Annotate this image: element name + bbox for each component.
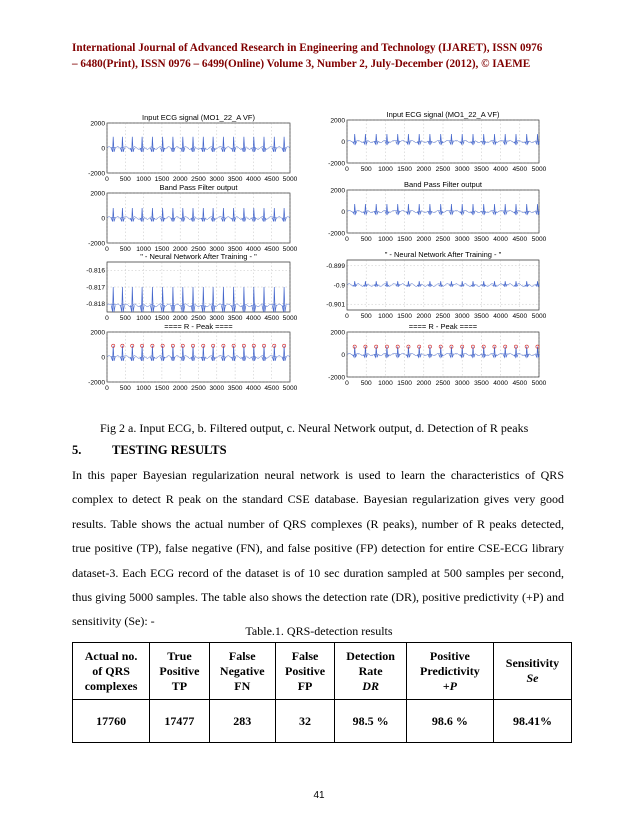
x-tick-label: 3500 (227, 246, 243, 253)
y-tick-label: -0.818 (86, 301, 105, 309)
x-tick-label: 4000 (246, 385, 261, 392)
header-dr: Detection Rate DR (335, 643, 407, 700)
qrs-complex (150, 208, 154, 222)
qrs-complex (211, 346, 215, 361)
x-tick-label: 1500 (154, 246, 170, 253)
qrs-complex (396, 281, 400, 286)
qrs-complex (449, 281, 453, 286)
qrs-complex (201, 208, 205, 222)
y-tick-label: -2000 (88, 379, 105, 387)
x-tick-label: 4000 (493, 166, 508, 173)
qrs-complex (272, 287, 276, 312)
cell-fn: 283 (209, 700, 275, 743)
qrs-complex (111, 287, 115, 312)
qrs-complex (191, 346, 195, 361)
y-tick-label: 2000 (90, 190, 105, 198)
qrs-complex (282, 137, 286, 152)
y-tick-label: -2000 (328, 230, 345, 238)
chart-l2 (88, 183, 298, 253)
table-header-row (73, 643, 572, 700)
qrs-complex (262, 346, 266, 361)
y-tick-label: -2000 (328, 374, 345, 382)
x-tick-label: 3000 (209, 385, 225, 392)
qrs-complex (449, 134, 453, 144)
x-tick-label: 0 (105, 315, 109, 322)
qrs-complex (201, 137, 205, 152)
y-tick-label: -2000 (88, 170, 105, 178)
chart-title: Input ECG signal (MO1_22_A VF) (142, 113, 255, 122)
x-tick-label: 1500 (397, 166, 412, 173)
chart-title: Band Pass Filter output (404, 180, 482, 189)
x-tick-label: 3500 (474, 166, 489, 173)
qrs-results-table (72, 642, 572, 743)
qrs-complex (272, 346, 276, 361)
qrs-complex (374, 281, 378, 286)
chart-r2 (328, 180, 547, 243)
x-tick-label: 500 (119, 176, 131, 183)
qrs-complex (406, 281, 410, 286)
x-tick-label: 500 (360, 166, 372, 173)
x-tick-label: 1500 (397, 380, 412, 387)
qrs-complex (272, 208, 276, 222)
section-number: 5. (72, 443, 82, 457)
header-pp: Positive Predictivity +P (406, 643, 493, 700)
qrs-complex (514, 134, 518, 144)
section-title: TESTING RESULTS (112, 443, 227, 457)
header-se: Sensitivity Se (493, 643, 571, 700)
chart-title: ==== R - Peak ==== (164, 322, 233, 331)
qrs-complex (406, 134, 410, 144)
x-tick-label: 1500 (397, 313, 412, 320)
x-tick-label: 3000 (454, 313, 470, 320)
qrs-complex (120, 346, 124, 361)
qrs-complex (406, 204, 410, 214)
x-tick-label: 500 (360, 236, 372, 243)
y-tick-label: 2000 (330, 329, 345, 337)
x-tick-label: 5000 (282, 176, 298, 183)
x-tick-label: 4500 (512, 166, 528, 173)
qrs-complex (262, 287, 266, 312)
table-row (73, 700, 572, 743)
y-tick-label: 0 (101, 354, 105, 362)
qrs-complex (221, 137, 225, 152)
qrs-complex (439, 204, 443, 214)
qrs-complex (482, 204, 486, 214)
x-tick-label: 500 (119, 385, 131, 392)
x-tick-label: 2500 (191, 385, 206, 392)
qrs-complex (221, 208, 225, 222)
qrs-complex (514, 204, 518, 214)
y-tick-label: -0.899 (326, 263, 345, 271)
x-tick-label: 2500 (435, 380, 451, 387)
x-tick-label: 4500 (264, 315, 280, 322)
x-tick-label: 3500 (474, 236, 489, 243)
x-tick-label: 4000 (246, 315, 261, 322)
qrs-complex (493, 204, 497, 214)
chart-title: " - Neural Network After Training - " (384, 250, 502, 259)
x-tick-label: 5000 (531, 380, 547, 387)
qrs-complex (503, 281, 507, 286)
x-tick-label: 3500 (474, 313, 489, 320)
x-tick-label: 0 (345, 380, 349, 387)
x-tick-label: 3500 (227, 176, 243, 183)
qrs-complex (120, 208, 124, 222)
cell-actual: 17760 (73, 700, 150, 743)
qrs-complex (161, 346, 165, 361)
qrs-complex (353, 204, 357, 214)
qrs-complex (191, 208, 195, 222)
qrs-complex (525, 134, 529, 144)
qrs-complex (396, 134, 400, 144)
qrs-complex (181, 346, 185, 361)
qrs-complex (417, 204, 421, 214)
y-tick-label: 2000 (330, 117, 345, 125)
x-tick-label: 3000 (209, 176, 225, 183)
x-tick-label: 4500 (264, 385, 280, 392)
qrs-complex (171, 137, 175, 152)
x-tick-label: 0 (105, 176, 109, 183)
x-tick-label: 3000 (209, 246, 225, 253)
qrs-complex (242, 208, 246, 222)
x-tick-label: 2000 (172, 315, 188, 322)
qrs-complex (439, 134, 443, 144)
qrs-complex (130, 287, 134, 312)
journal-header-line-2: – 6480(Print), ISSN 0976 – 6499(Online) Volume 3, Number 2, July-December (2012), © IAEME (72, 58, 531, 70)
cell-fp: 32 (275, 700, 335, 743)
qrs-complex (171, 346, 175, 361)
qrs-complex (181, 137, 185, 152)
qrs-complex (161, 287, 165, 312)
qrs-complex (221, 287, 225, 312)
qrs-complex (201, 287, 205, 312)
qrs-complex (374, 204, 378, 214)
qrs-complex (130, 346, 134, 361)
x-tick-label: 1000 (378, 166, 393, 173)
x-tick-label: 4000 (246, 176, 261, 183)
x-tick-label: 3000 (209, 315, 225, 322)
qrs-complex (211, 287, 215, 312)
x-tick-label: 2000 (172, 385, 188, 392)
x-tick-label: 4000 (246, 246, 261, 253)
qrs-complex (417, 134, 421, 144)
qrs-complex (471, 281, 475, 286)
x-tick-label: 4500 (512, 313, 528, 320)
qrs-complex (385, 134, 389, 144)
x-tick-label: 2000 (172, 246, 188, 253)
table-caption: Table.1. QRS-detection results (245, 624, 393, 638)
y-tick-label: 0 (341, 138, 345, 146)
qrs-complex (161, 208, 165, 222)
qrs-complex (191, 137, 195, 152)
y-tick-label: -0.816 (86, 267, 105, 275)
qrs-complex (252, 208, 256, 222)
cell-tp: 17477 (150, 700, 210, 743)
qrs-complex (482, 134, 486, 144)
x-tick-label: 3500 (227, 315, 243, 322)
x-tick-label: 4000 (493, 380, 508, 387)
qrs-complex (272, 137, 276, 152)
x-tick-label: 4500 (512, 236, 528, 243)
x-tick-label: 2500 (435, 236, 451, 243)
qrs-complex (171, 287, 175, 312)
qrs-complex (252, 287, 256, 312)
y-tick-label: -0.9 (333, 282, 345, 290)
qrs-complex (111, 346, 115, 361)
qrs-complex (363, 134, 367, 144)
x-tick-label: 4000 (493, 313, 508, 320)
qrs-complex (449, 204, 453, 214)
x-tick-label: 1000 (378, 313, 393, 320)
x-tick-label: 5000 (282, 315, 298, 322)
qrs-complex (503, 204, 507, 214)
x-tick-label: 4000 (493, 236, 508, 243)
section-heading (72, 443, 227, 458)
x-tick-label: 5000 (531, 313, 547, 320)
qrs-complex (111, 137, 115, 152)
x-tick-label: 2500 (191, 315, 206, 322)
x-tick-label: 2000 (416, 166, 432, 173)
qrs-complex (374, 134, 378, 144)
y-tick-label: 2000 (90, 329, 105, 337)
chart-title: Band Pass Filter output (159, 183, 238, 192)
y-tick-label: -0.817 (86, 284, 105, 292)
header-fp: False Positive FP (275, 643, 335, 700)
x-tick-label: 1000 (136, 246, 151, 253)
qrs-complex (191, 287, 195, 312)
qrs-complex (221, 346, 225, 361)
qrs-complex (161, 137, 165, 152)
x-tick-label: 2500 (191, 176, 206, 183)
x-tick-label: 5000 (282, 385, 298, 392)
header-fn: False Negative FN (209, 643, 275, 700)
qrs-complex (282, 287, 286, 312)
x-tick-label: 4500 (264, 176, 280, 183)
x-tick-label: 500 (119, 246, 131, 253)
qrs-complex (417, 281, 421, 286)
x-tick-label: 500 (119, 315, 131, 322)
x-tick-label: 3500 (227, 385, 243, 392)
qrs-complex (363, 204, 367, 214)
x-tick-label: 2000 (172, 176, 188, 183)
x-tick-label: 2000 (416, 313, 432, 320)
x-tick-label: 0 (345, 313, 349, 320)
qrs-complex (525, 204, 529, 214)
qrs-complex (111, 208, 115, 222)
qrs-complex (211, 137, 215, 152)
qrs-complex (242, 287, 246, 312)
qrs-complex (471, 134, 475, 144)
chart-title: Input ECG signal (MO1_22_A VF) (386, 110, 500, 119)
x-tick-label: 1000 (378, 236, 393, 243)
x-tick-label: 5000 (531, 166, 547, 173)
y-tick-label: 2000 (330, 187, 345, 195)
x-tick-label: 3000 (454, 166, 470, 173)
chart-title: " - Neural Network After Training - " (140, 252, 257, 261)
chart-r3 (326, 250, 546, 320)
qrs-complex (503, 134, 507, 144)
chart-r4 (328, 322, 547, 387)
figure-caption: Fig 2 a. Input ECG, b. Filtered output, c. Neural Network output, d. Detection of R peaks (100, 421, 529, 435)
qrs-complex (493, 134, 497, 144)
x-tick-label: 1000 (136, 315, 151, 322)
qrs-complex (262, 208, 266, 222)
qrs-complex (150, 137, 154, 152)
qrs-complex (282, 346, 286, 361)
y-tick-label: -0.901 (326, 301, 345, 309)
ecg-figure (0, 0, 638, 410)
qrs-complex (428, 281, 432, 286)
x-tick-label: 3000 (454, 380, 470, 387)
qrs-complex (120, 287, 124, 312)
x-tick-label: 0 (105, 246, 109, 253)
qrs-complex (471, 204, 475, 214)
y-tick-label: 0 (341, 351, 345, 359)
qrs-complex (181, 287, 185, 312)
x-tick-label: 1500 (154, 176, 170, 183)
y-tick-label: 0 (101, 215, 105, 223)
y-tick-label: 2000 (90, 120, 105, 128)
x-tick-label: 500 (360, 313, 372, 320)
qrs-complex (428, 204, 432, 214)
qrs-complex (353, 281, 357, 286)
x-tick-label: 3500 (474, 380, 489, 387)
chart-l4 (88, 322, 298, 392)
x-tick-label: 2500 (191, 246, 206, 253)
qrs-complex (262, 137, 266, 152)
qrs-complex (201, 346, 205, 361)
qrs-complex (130, 208, 134, 222)
y-tick-label: -2000 (328, 160, 345, 168)
journal-header-line-1: International Journal of Advanced Research in Engineering and Technology (IJARET), ISSN 0976 (72, 42, 543, 54)
y-tick-label: 0 (101, 145, 105, 153)
qrs-complex (460, 204, 464, 214)
x-tick-label: 3000 (454, 236, 470, 243)
qrs-complex (242, 346, 246, 361)
qrs-complex (396, 204, 400, 214)
x-tick-label: 1500 (154, 385, 170, 392)
x-tick-label: 4500 (264, 246, 280, 253)
header-actual: Actual no. of QRS complexes (73, 643, 150, 700)
x-tick-label: 0 (105, 385, 109, 392)
x-tick-label: 2500 (435, 166, 451, 173)
x-tick-label: 2500 (435, 313, 451, 320)
qrs-complex (385, 204, 389, 214)
qrs-complex (211, 208, 215, 222)
chart-r1 (328, 110, 547, 173)
chart-l3 (86, 252, 297, 322)
qrs-complex (460, 134, 464, 144)
qrs-complex (130, 137, 134, 152)
chart-title: ==== R - Peak ==== (408, 322, 478, 331)
x-tick-label: 2000 (416, 380, 432, 387)
cell-se: 98.41% (493, 700, 571, 743)
x-tick-label: 0 (345, 166, 349, 173)
qrs-complex (150, 287, 154, 312)
x-tick-label: 1000 (136, 385, 151, 392)
qrs-complex (514, 281, 518, 286)
x-tick-label: 2000 (416, 236, 432, 243)
x-tick-label: 500 (360, 380, 372, 387)
x-tick-label: 1000 (378, 380, 393, 387)
qrs-complex (353, 134, 357, 144)
qrs-complex (282, 208, 286, 222)
body-paragraph: In this paper Bayesian regularization neural network is used to learn the characteristics of QRS complex to detect R peak on the standard CSE database. Bayesian regularization gives very good results. Table shows the actual number of QRS complexes (R peaks), number of R peaks detected, true positive (TP), false negative (FN), and false positive (FP) detection for entire CSE-ECG library dataset-3. Each ECG record of the dataset is of 10 sec duration sampled at 500 samples per second, thus giving 5000 samples. The table also shows the detection rate (DR), positive predictivity (+P) and sensitivity (Se): - (72, 468, 564, 629)
qrs-complex (171, 208, 175, 222)
qrs-complex (482, 281, 486, 286)
x-tick-label: 1000 (136, 176, 151, 183)
qrs-complex (181, 208, 185, 222)
x-tick-label: 1500 (154, 315, 170, 322)
x-tick-label: 5000 (282, 246, 298, 253)
cell-dr: 98.5 % (335, 700, 407, 743)
y-tick-label: 0 (341, 208, 345, 216)
y-tick-label: -2000 (88, 240, 105, 248)
header-tp: True Positive TP (150, 643, 210, 700)
x-tick-label: 4500 (512, 380, 528, 387)
chart-l1 (88, 113, 298, 183)
cell-pp: 98.6 % (406, 700, 493, 743)
qrs-complex (363, 281, 367, 286)
x-tick-label: 5000 (531, 236, 547, 243)
qrs-complex (242, 137, 246, 152)
x-tick-label: 1500 (397, 236, 412, 243)
page-number: 41 (313, 790, 325, 801)
qrs-complex (150, 346, 154, 361)
qrs-complex (120, 137, 124, 152)
x-tick-label: 0 (345, 236, 349, 243)
qrs-complex (252, 137, 256, 152)
qrs-complex (428, 134, 432, 144)
qrs-complex (252, 346, 256, 361)
